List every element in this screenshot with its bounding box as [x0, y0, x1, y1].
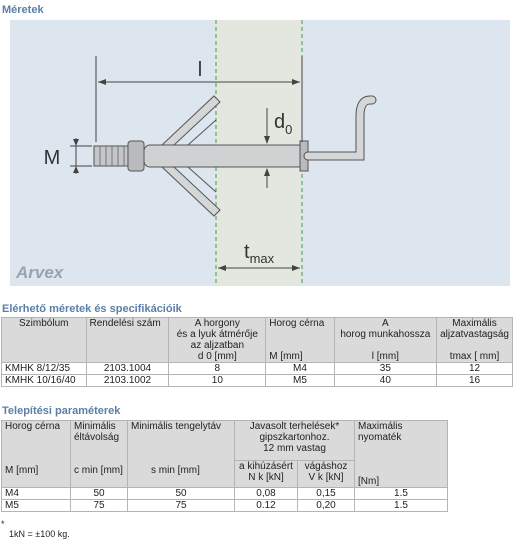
smin-header-unit: s min [mm] [151, 465, 200, 476]
tmax-header-line1: Maximális [452, 318, 497, 329]
cell-order: 2103.1002 [86, 375, 169, 387]
anchor-nut [128, 141, 144, 171]
col-header-l [334, 318, 436, 363]
table-row [2, 488, 448, 500]
footnote [1, 519, 70, 539]
install-table [1, 420, 448, 512]
cell-smin: 50 [128, 488, 235, 500]
spec-table [1, 317, 513, 387]
cell-Nk: 0.12 [235, 500, 298, 512]
cell-M: M4 [266, 363, 334, 375]
cell-symbol: KMHK 10/16/40 [2, 375, 87, 387]
brand-logo: Arvex [16, 263, 64, 282]
cell-Nk: 0,08 [235, 488, 298, 500]
footnote-text: 1kN = ±100 kg. [9, 529, 70, 539]
col-header-smin [128, 421, 235, 488]
col-header-Vk [298, 460, 355, 487]
col-header-d0 [169, 318, 266, 363]
d0-header-line2: és a lyuk átmérője [176, 329, 258, 340]
cell-d0: 10 [169, 375, 266, 387]
label-l: l [197, 59, 203, 81]
cell-l: 35 [334, 363, 436, 375]
col-header-loads [235, 421, 355, 461]
Nk-header-label: a kihúzásért [239, 460, 293, 472]
cord-header-title: Horog cérna [5, 421, 61, 432]
spec-header-row [2, 318, 513, 363]
section-title-elerheto: Elérhető méretek és specifikációik [2, 303, 182, 315]
table-row [2, 375, 513, 387]
anchor-sleeve [144, 145, 304, 167]
l-header-unit: l [mm] [371, 351, 399, 362]
section-title-meretek: Méretek [2, 4, 44, 16]
table-row [2, 363, 513, 375]
d0-header-unit: d 0 [mm] [197, 351, 237, 362]
torque-header-unit: [Nm] [358, 476, 380, 487]
label-d0: $d_0$ [274, 111, 293, 137]
cell-cord: M4 [2, 488, 71, 500]
d0-header-line3: az aljzatban [190, 340, 245, 351]
anchor-drawing [10, 20, 510, 286]
col-header-cord [2, 421, 71, 488]
l-header-line2: horog munkahossza [340, 329, 431, 340]
cell-Vk: 0,15 [298, 488, 355, 500]
cmin-header-unit: c min [mm] [74, 465, 123, 476]
dimension-diagram [10, 20, 510, 286]
col-header-cmin [71, 421, 128, 488]
Vk-header-label: vágáshoz [304, 460, 348, 472]
cell-cmin: 50 [71, 488, 128, 500]
smin-header-title: Minimális tengelytáv [131, 421, 222, 432]
cell-Vk: 0,20 [298, 500, 355, 512]
loads-header-line1: Javasolt terhelések* [249, 421, 340, 432]
col-header-symbol: Szimbólum [2, 318, 87, 363]
l-header-line1: A [382, 318, 389, 329]
Nk-header-unit: N k [kN] [248, 471, 284, 483]
M-header-unit: M [mm] [269, 351, 303, 362]
cell-tmax: 16 [437, 375, 513, 387]
install-header-row-1 [2, 421, 448, 461]
cell-M: M5 [266, 375, 334, 387]
section-title-telepitesi: Telepítési paraméterek [2, 405, 121, 417]
col-header-M [266, 318, 334, 363]
cell-cord: M5 [2, 500, 71, 512]
col-header-tmax [437, 318, 513, 363]
tmax-header-unit: tmax [ mm] [449, 351, 500, 362]
label-M: M [43, 147, 61, 169]
torque-header-title: Maximális nyomaték [358, 421, 403, 443]
cell-cmin: 75 [71, 500, 128, 512]
col-header-order: Rendelési szám [86, 318, 169, 363]
loads-header-line3: 12 mm vastag [263, 443, 326, 454]
cell-symbol: KMHK 8/12/35 [2, 363, 87, 375]
cell-smin: 75 [128, 500, 235, 512]
col-header-Nk [235, 460, 298, 487]
cmin-header-line1: Minimális [74, 421, 116, 432]
label-tmax: $t_{max}$ [244, 241, 275, 266]
M-header-title: Horog cérna [269, 318, 325, 329]
cell-order: 2103.1004 [86, 363, 169, 375]
cell-tmax: 12 [437, 363, 513, 375]
cmin-header-line2: éltávolság [74, 432, 120, 443]
cell-d0: 8 [169, 363, 266, 375]
table-row [2, 500, 448, 512]
col-header-torque [355, 421, 448, 488]
d0-header-line1: A horgony [194, 318, 240, 329]
Vk-header-unit: V k [kN] [308, 471, 344, 483]
loads-header-line2: gipszkartonhoz. [259, 432, 330, 443]
cell-torque: 1.5 [355, 500, 448, 512]
cell-l: 40 [334, 375, 436, 387]
cell-torque: 1.5 [355, 488, 448, 500]
tmax-header-line2: aljzatvastagság [440, 329, 509, 340]
footnote-star: * [1, 519, 5, 529]
cord-header-unit: M [mm] [5, 465, 39, 476]
